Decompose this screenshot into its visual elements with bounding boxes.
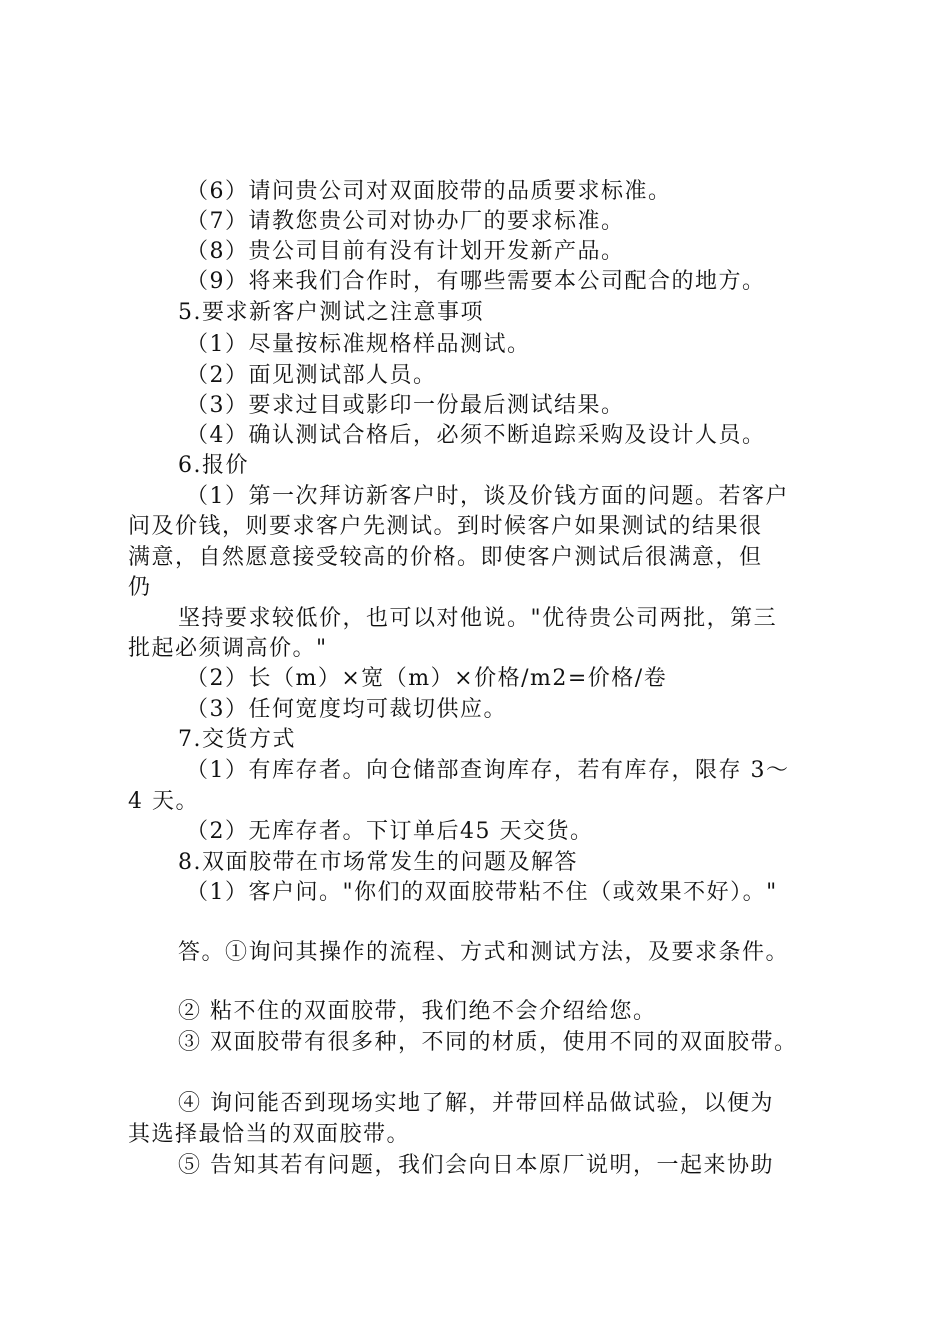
section-5-heading: 5.要求新客户测试之注意事项 bbox=[178, 300, 484, 325]
section-6-item-2: （2）长（m）×宽（m）×价格/m2=价格/卷 bbox=[186, 666, 668, 691]
question-8: （8）贵公司目前有没有计划开发新产品。 bbox=[186, 239, 625, 264]
question-9: （9）将来我们合作时，有哪些需要本公司配合的地方。 bbox=[186, 269, 766, 294]
answer-2: ② 粘不住的双面胶带，我们绝不会介绍给您。 bbox=[178, 999, 657, 1024]
answer-4-cont: 其选择最恰当的双面胶带。 bbox=[128, 1122, 411, 1147]
section-5-item-1: （1）尽量按标准规格样品测试。 bbox=[186, 332, 531, 357]
section-7-item-2: （2）无库存者。下订单后45 天交货。 bbox=[186, 819, 594, 844]
answer-4: ④ 询问能否到现场实地了解，并带回样品做试验，以便为 bbox=[178, 1091, 774, 1116]
section-6-para-line-1: （1）第一次拜访新客户时，谈及价钱方面的问题。若客户 bbox=[186, 484, 789, 509]
section-6-para-line-4: 仍 bbox=[128, 575, 152, 600]
section-7-item-1-cont: 4 天。 bbox=[128, 789, 199, 814]
answer-1: 答。①询问其操作的流程、方式和测试方法，及要求条件。 bbox=[178, 940, 790, 965]
section-5-item-4: （4）确认测试合格后，必须不断追踪采购及设计人员。 bbox=[186, 423, 766, 448]
question-6: （6）请问贵公司对双面胶带的品质要求标准。 bbox=[186, 179, 672, 204]
section-7-item-1: （1）有库存者。向仓储部查询库存，若有库存，限存 3～ bbox=[186, 758, 790, 783]
section-6-para-line-5: 坚持要求较低价，也可以对他说。"优待贵公司两批，第三 bbox=[178, 606, 778, 631]
section-5-item-3: （3）要求过目或影印一份最后测试结果。 bbox=[186, 393, 625, 418]
section-6-item-3: （3）任何宽度均可裁切供应。 bbox=[186, 697, 507, 722]
section-8-heading: 8.双面胶带在市场常发生的问题及解答 bbox=[178, 850, 578, 875]
answer-5: ⑤ 告知其若有问题，我们会向日本原厂说明，一起来协助 bbox=[178, 1153, 774, 1178]
question-7: （7）请教您贵公司对协办厂的要求标准。 bbox=[186, 209, 625, 234]
section-6-para-line-6: 批起必须调高价。" bbox=[128, 636, 328, 661]
section-5-item-2: （2）面见测试部人员。 bbox=[186, 363, 437, 388]
section-6-heading: 6.报价 bbox=[178, 453, 249, 478]
answer-3: ③ 双面胶带有很多种，不同的材质，使用不同的双面胶带。 bbox=[178, 1030, 798, 1055]
section-8-question-1: （1）客户问。"你们的双面胶带粘不住（或效果不好）。" bbox=[186, 880, 778, 905]
section-7-heading: 7.交货方式 bbox=[178, 727, 296, 752]
section-6-para-line-2: 问及价钱，则要求客户先测试。到时候客户如果测试的结果很 bbox=[128, 514, 763, 539]
section-6-para-line-3: 满意，自然愿意接受较高的价格。即使客户测试后很满意，但 bbox=[128, 545, 763, 570]
